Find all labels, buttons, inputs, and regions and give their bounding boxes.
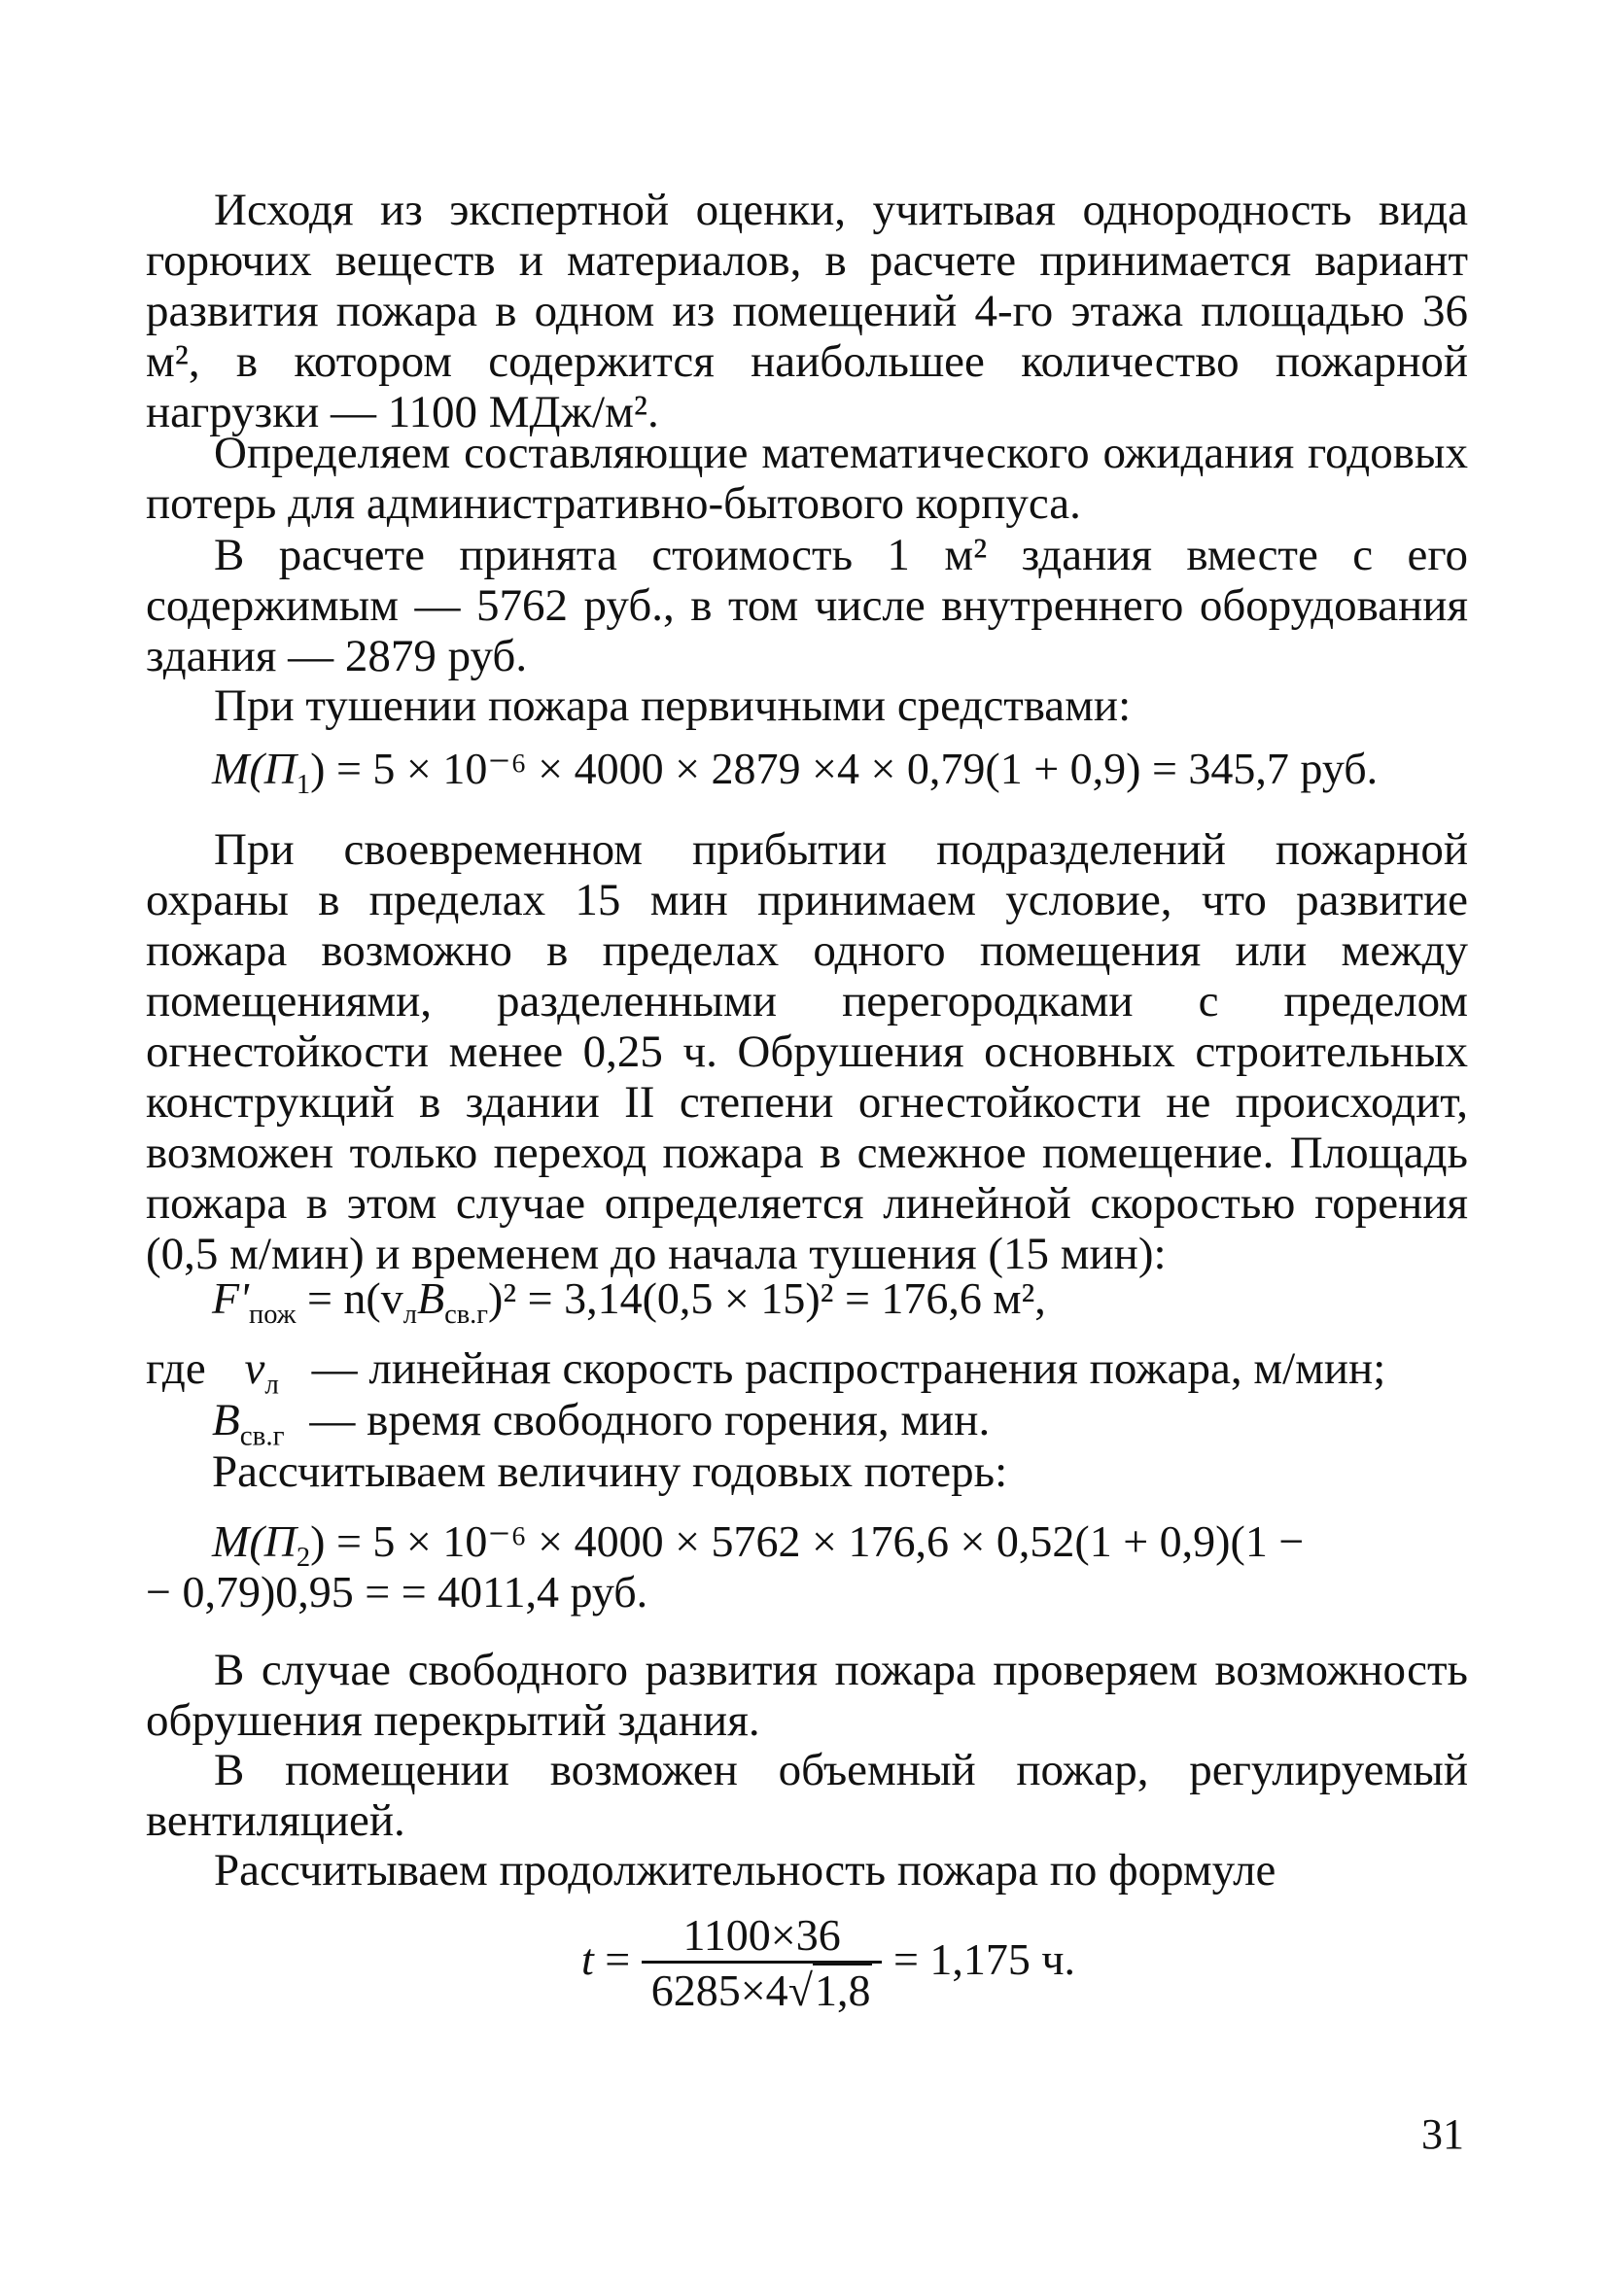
formula-duration-numerator: 1100×36 [642, 1910, 883, 1964]
formula-duration-root: 1,8 [814, 1966, 871, 2015]
formula-fire-area-F-sub: пож [248, 1300, 297, 1331]
paragraph-8: В помещении возможен объемный пожар, регулируемый вентиляцией. [146, 1745, 1468, 1846]
formula-m-p2-rhs: ) = 5 × 10⁻⁶ × 4000 × 5762 × 176,6 × 0,52(1 + 0,9)(1 − [310, 1516, 1305, 1566]
formula-fire-area-B: B [416, 1273, 445, 1323]
formula-m-p1 [212, 744, 1379, 801]
formula-m-p2-lhs: М(П [212, 1516, 297, 1566]
paragraph-9: Рассчитываем продолжительность пожара по формуле [214, 1845, 1276, 1896]
where-label: где [146, 1343, 206, 1394]
formula-fire-area-B-sub: св.г [444, 1300, 489, 1331]
where-B: B [212, 1395, 240, 1445]
paragraph-5: При своевременном прибытии подразделений пожарной охраны в пределах 15 мин принимаем условие, что развитие пожара возможно в пределах одного помещения или между помещениями, разделенными перегородками с пределом огнестойкости менее 0,25 ч. Обрушения основных строительных конструкций в здании II степени огнестойкости не происходит, возможен только переход пожара в смежное помещение. Площадь пожара в этом случае определяется линейной скоростью горения (0,5 м/мин) и временем до начала тушения (15 мин): [146, 824, 1468, 1279]
formula-duration-denominator: 6285×4√1,8 [650, 1966, 871, 2015]
formula-fire-area-rest: )² = 3,14(0,5 × 15)² = 176,6 м², [488, 1273, 1046, 1323]
where-B-desc: — время свободного горения, мин. [309, 1395, 991, 1445]
formula-m-p1-sub: 1 [296, 770, 311, 801]
page-number: 31 [1421, 2110, 1464, 2158]
formula-m-p2-line1 [212, 1516, 1305, 1574]
where-block-2 [212, 1395, 991, 1452]
paragraph-7: В случае свободного развития пожара проверяем возможность обрушения перекрытий здания. [146, 1645, 1468, 1746]
formula-duration [581, 1910, 1075, 2018]
formula-fire-area-v-sub: л [402, 1300, 417, 1331]
formula-m-p2-line2 [146, 1567, 647, 1618]
where-v-desc: — линейная скорость распространения пожара, м/мин; [311, 1343, 1386, 1394]
formula-duration-result: = 1,175 ч. [892, 1934, 1076, 1985]
formula-m-p2-line2-text: − 0,79)0,95 = = 4011,4 руб. [146, 1567, 648, 1617]
paragraph-1: Исходя из экспертной оценки, учитывая однородность вида горючих веществ и материалов, в расчете принимается вариант развития пожара в одном из помещений 4-го этажа площадью 36 м², в котором содержится наибольшее количество пожарной нагрузки — 1100 МДж/м². [146, 185, 1468, 437]
formula-fire-area [212, 1273, 1046, 1331]
formula-duration-t: t [581, 1934, 594, 1985]
formula-fire-area-F: F' [212, 1273, 249, 1323]
paragraph-6: Рассчитываем величину годовых потерь: [212, 1446, 1008, 1497]
formula-fire-area-mid: = n(v [296, 1273, 403, 1323]
formula-duration-den-a: 6285×4 [650, 1966, 788, 2015]
paragraph-2: Определяем составляющие математического ожидания годовых потерь для административно-бытового корпуса. [146, 428, 1468, 529]
formula-m-p1-lhs: М(П [212, 744, 297, 793]
paragraph-4: При тушении пожара первичными средствами: [214, 680, 1132, 731]
formula-m-p2-sub: 2 [296, 1543, 311, 1574]
paragraph-3: В расчете принята стоимость 1 м² здания вместе с его содержимым — 5762 руб., в том числе внутреннего оборудования здания — 2879 руб. [146, 530, 1468, 681]
where-v-sub: л [264, 1369, 279, 1401]
where-v: v [244, 1343, 265, 1394]
formula-duration-fraction [642, 1910, 883, 2018]
formula-m-p1-rhs: ) = 5 × 10⁻⁶ × 4000 × 2879 ×4 × 0,79(1 + 0,9) = 345,7 руб. [310, 744, 1379, 793]
where-B-sub: св.г [239, 1420, 285, 1452]
where-block [146, 1343, 1386, 1401]
formula-duration-eq: = [605, 1934, 631, 1985]
